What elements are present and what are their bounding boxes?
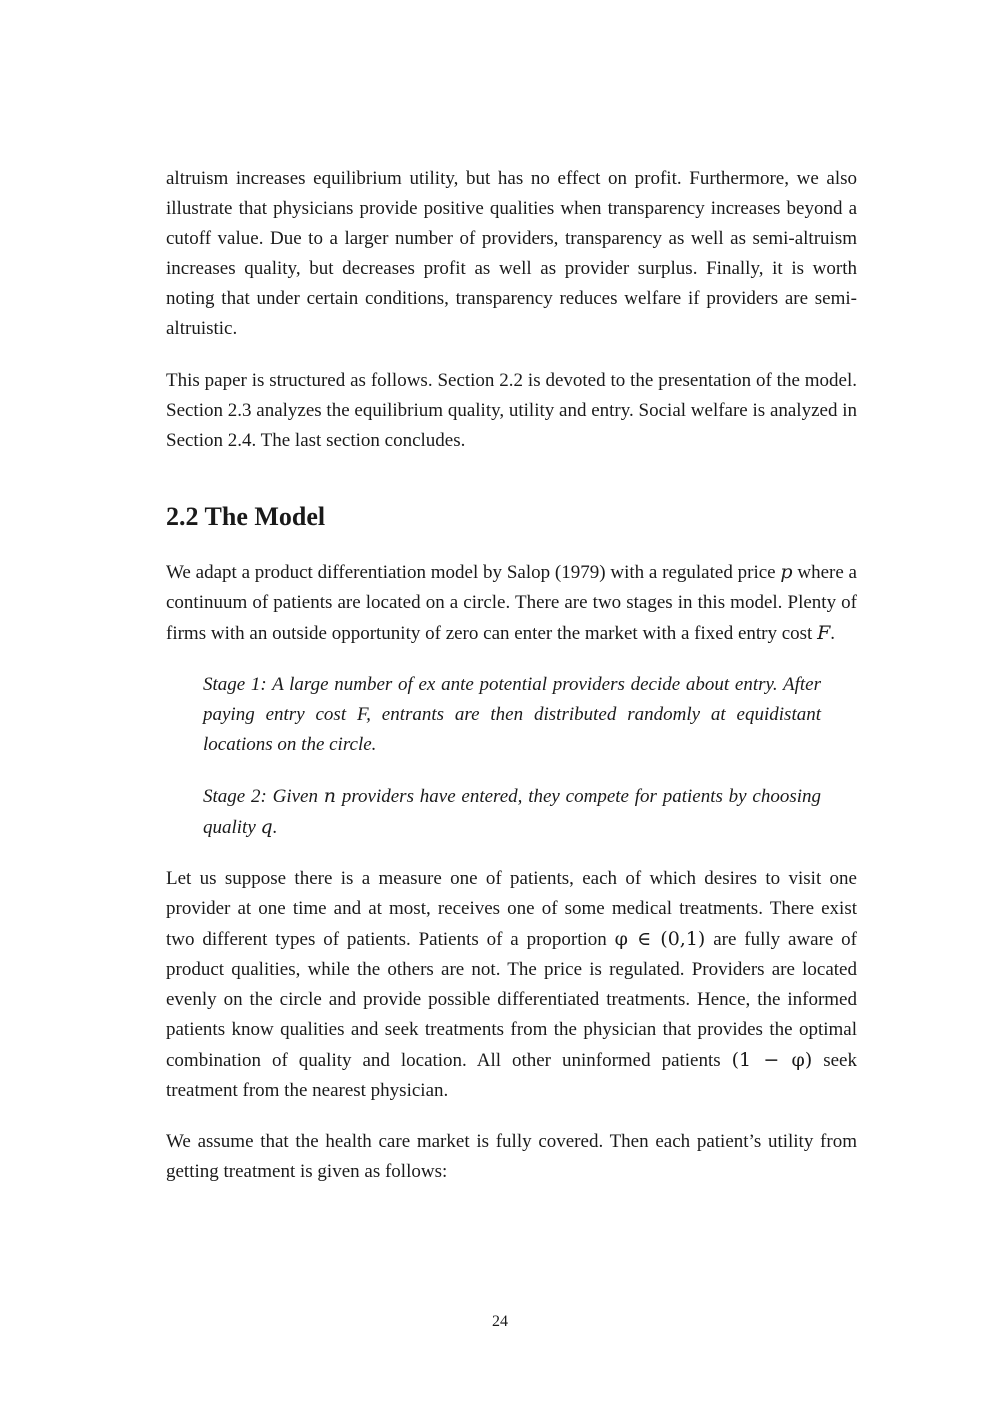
model-intro-paragraph <box>166 557 857 649</box>
patients-text-2: are fully aware of product qualities, while the others are not. The price is regulated. Providers are located evenly on the circle and provide possible differentiated treatments. Hence, the informed patients know qualities and seek treatments from the physician that provides the optimal combination of quality and location. All other uninformed patients <box>166 929 857 1071</box>
section-heading: 2.2 The Model <box>166 502 326 531</box>
providers-symbol: n <box>323 785 337 807</box>
structure-paragraph: This paper is structured as follows. Section 2.2 is devoted to the presentation of the model. Section 2.3 analyzes the equilibrium quality, utility and entry. Social welfare is analyzed in Section 2.4. The last section concludes. <box>166 370 857 451</box>
model-intro-text-3: . <box>830 623 836 644</box>
quality-symbol: q <box>260 816 273 838</box>
page-body <box>166 164 857 1187</box>
stage-2-paragraph <box>203 781 821 843</box>
model-intro-text-1: We adapt a product differentiation model by Salop (1979) with a regulated price <box>166 562 781 583</box>
page-number: 24 <box>492 1313 508 1330</box>
entry-cost-symbol: F <box>817 622 831 644</box>
model-intro-text-2: where a continuum of patients are located on a circle. There are two stages in this model. Plenty of firms with an outside opportunity of zero can enter the market with a fixed entry cost <box>166 562 857 644</box>
stage-2-text-1: Stage 2: Given <box>203 786 324 807</box>
patients-paragraph <box>166 864 857 1106</box>
market-paragraph: We assume that the health care market is fully covered. Then each patient’s utility from getting treatment is given as follows: <box>166 1131 857 1182</box>
stage-1-paragraph: Stage 1: A large number of ex ante potential providers decide about entry. After paying entry cost F, entrants are then distributed randomly at equidistant locations on the circle. <box>203 674 821 755</box>
uninformed-proportion-expression: (1 − φ) <box>731 1049 813 1071</box>
stage-2-text-2: providers have entered, they compete for patients by choosing quality <box>203 786 822 838</box>
patients-text-3: seek treatment from the nearest physician. <box>166 1050 857 1101</box>
stage-2-text-3: . <box>272 817 278 838</box>
patients-text-1: Let us suppose there is a measure one of patients, each of which desires to visit one provider at one time and at most, receives one of some medical treatments. There exist two different types of patients. Patients of a proportion <box>166 868 857 950</box>
informed-proportion-expression: φ ∈ (0,1) <box>614 928 706 950</box>
price-symbol: p <box>780 561 793 583</box>
intro-paragraph: altruism increases equilibrium utility, but has no effect on profit. Furthermore, we also illustrate that physicians provide positive qualities when transparency increases beyond a cutoff value. Due to a larger number of providers, transparency as well as semi-altruism increases quality, but decreases profit as well as provider surplus. Finally, it is worth noting that under certain conditions, transparency reduces welfare if providers are semi-altruistic. <box>166 168 857 339</box>
